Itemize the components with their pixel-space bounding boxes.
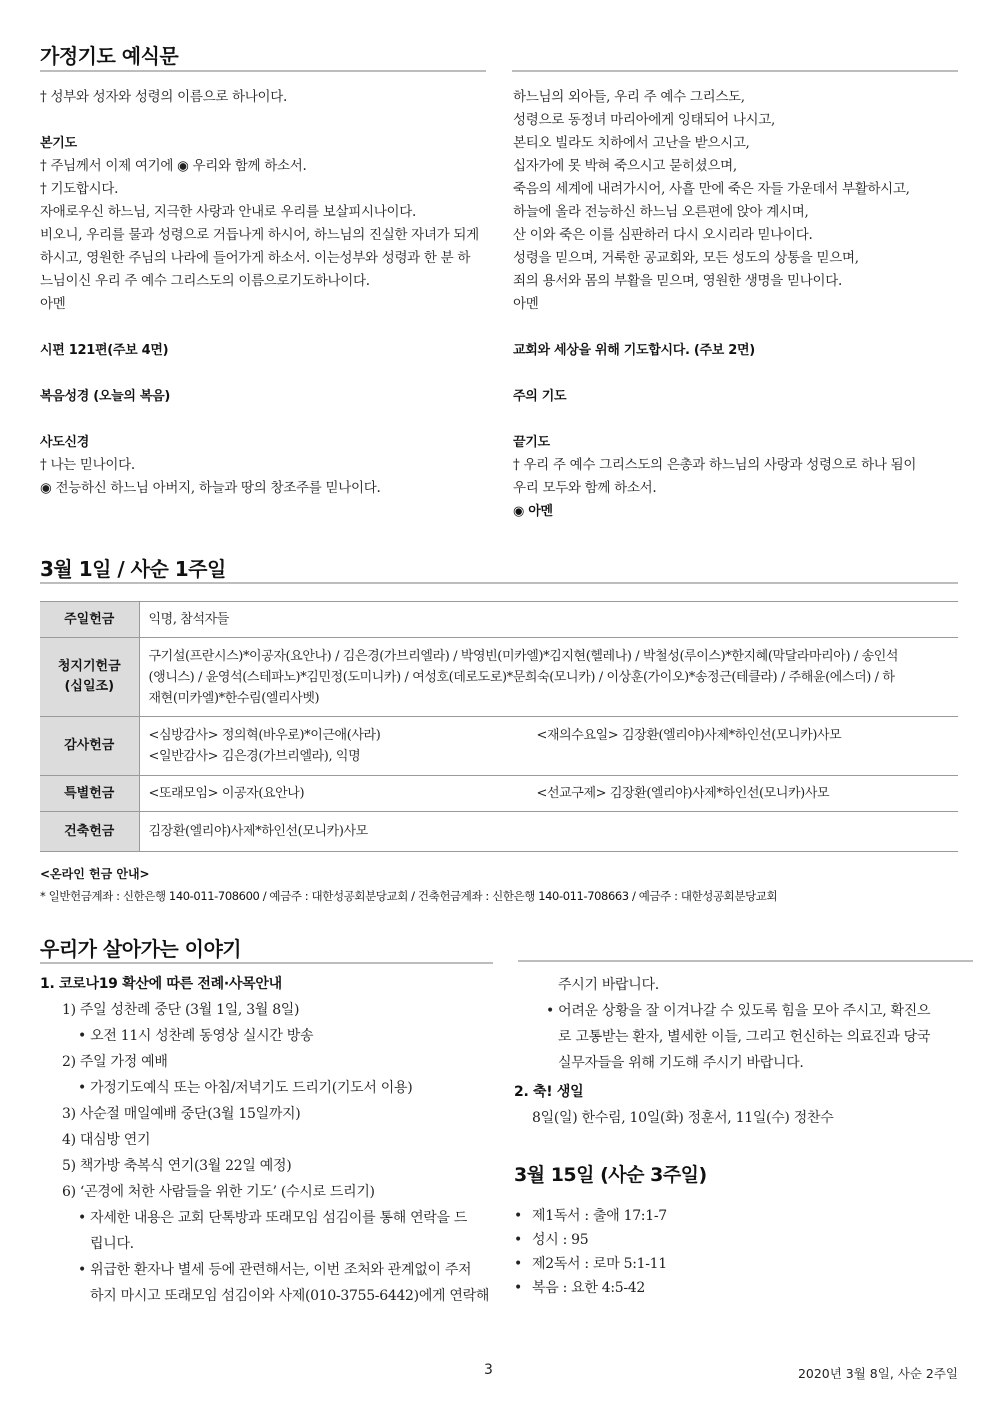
offering-row-thanks (40, 717, 958, 776)
offering-value (139, 717, 958, 776)
story-line: • 위급한 환자나 별세 등에 관련해서는, 이번 조처와 관계없이 주저 (78, 1262, 472, 1278)
offering-rule (40, 582, 958, 584)
prayer-line: 아멘 (513, 296, 539, 312)
bullet-icon: • (514, 1280, 522, 1296)
offering-label: 감사헌금 (40, 717, 139, 776)
online-offering-text: * 일반헌금계좌 : 신한은행 140-011-708600 / 예금주 : 대한성공회분당교회 / 건축헌금계좌 : 신한은행 140-011-708663 / 예금주 : 대한성공회분당교회 (40, 889, 778, 903)
offering-two-col (149, 746, 950, 767)
prayer-line: 하늘에 올라 전능하신 하느님 오른편에 앉아 계시며, (513, 204, 809, 220)
offering-two-col (149, 725, 950, 746)
section-heading: 사도신경 (40, 435, 90, 450)
reading-text: 제1독서 : 출애 17:1-7 (532, 1208, 667, 1224)
section-heading: 교회와 세상을 위해 기도합시다. (주보 2면) (513, 343, 755, 358)
story-line: 8일(일) 한수림, 10일(화) 정훈서, 11일(수) 정찬수 (532, 1110, 834, 1126)
story-line: • 자세한 내용은 교회 단톡방과 또래모임 섬김이를 통해 연락을 드 (78, 1210, 468, 1226)
prayer-line: 자애로우신 하느님, 지극한 사랑과 안내로 우리를 보살피시나이다. (40, 204, 416, 220)
offering-line: 재현(미카엘)*한수림(엘리사벳) (148, 690, 320, 706)
section-heading: 본기도 (40, 136, 77, 151)
family-prayer-rule-left (40, 70, 486, 72)
offering-value (139, 602, 958, 638)
prayer-line: 하시고, 영원한 주님의 나라에 들어가게 하소서. 이는성부와 성령과 한 분 하 (40, 250, 471, 266)
section-heading: ◉ 아멘 (513, 504, 553, 519)
reading-item (514, 1204, 667, 1228)
offering-line: <재의수요일> 김장환(엘리야)사제*하인선(모니카)사모 (536, 728, 842, 743)
offering-label: 특별헌금 (40, 776, 139, 812)
offering-label: 주일헌금 (40, 602, 139, 638)
story-line: 5) 책가방 축복식 연기(3월 22일 예정) (62, 1158, 292, 1174)
spacer (40, 316, 479, 339)
offering-row-special (40, 776, 958, 812)
prayer-line: 느님이신 우리 주 예수 그리스도의 이름으로기도하나이다. (40, 273, 370, 289)
story-line: • 어려운 상황을 잘 이겨나갈 수 있도록 힘을 모아 주시고, 확진으 (546, 1003, 931, 1019)
story-line: 2) 주일 가정 예배 (62, 1054, 168, 1070)
prayer-line: † 주님께서 이제 여기에 ◉ 우리와 함께 하소서. (40, 158, 307, 174)
offering-line: (앵니스) / 윤영석(스테파노)*김민정(도미니카) / 여성호(데로도로)*문희숙(모니카) / 이상훈(가이오)*송정근(테클라) / 주해윤(에스더) / 하 (148, 669, 895, 685)
stories-left-column (40, 972, 489, 1309)
family-prayer-right-column (513, 86, 916, 523)
prayer-line: 죄의 용서와 몸의 부활을 믿으며, 영원한 생명을 믿나이다. (513, 273, 842, 289)
stories-right-column (514, 972, 930, 1131)
spacer (40, 362, 479, 385)
offering-line: <일반감사> 김은경(가브리엘라), 익명 (148, 749, 361, 764)
prayer-line: 본티오 빌라도 치하에서 고난을 받으시고, (513, 135, 750, 151)
stories-title: 우리가 살아가는 이야기 (40, 937, 242, 961)
bullet-icon: • (514, 1256, 522, 1272)
story-line: 실무자들을 위해 기도해 주시기 바랍니다. (558, 1055, 804, 1071)
prayer-line: ◉ 전능하신 하느님 아버지, 하늘과 땅의 창조주를 믿나이다. (40, 480, 381, 496)
prayer-line: 우리 모두와 함께 하소서. (513, 480, 657, 496)
story-heading: 1. 코로나19 확산에 따른 전례·사목안내 (40, 976, 282, 992)
spacer (513, 408, 916, 431)
prayer-line: 성령을 믿으며, 거룩한 공교회와, 모든 성도의 상통을 믿으며, (513, 250, 859, 266)
stories-rule-left (40, 962, 493, 964)
story-line: 3) 사순절 매일예배 중단(3월 15일까지) (62, 1106, 301, 1122)
page-number: 3 (484, 1362, 493, 1378)
prayer-line: † 기도합시다. (40, 181, 119, 197)
offering-line: 구기설(프란시스)*이공자(요안나) / 김은경(가브리엘라) / 박영빈(미카엘)*김지현(헬레나) / 박철성(루이스)*한지혜(막달라마리아) / 송인석 (148, 648, 899, 664)
offering-value (139, 638, 958, 717)
section-heading: 주의 기도 (513, 389, 567, 404)
spacer (40, 408, 479, 431)
story-line: 1) 주일 성찬례 중단 (3월 1일, 3월 8일) (62, 1002, 300, 1018)
prayer-line: 성령으로 동정녀 마리아에게 잉태되어 나시고, (513, 112, 776, 128)
story-line: • 가정기도예식 또는 아침/저녁기도 드리기(기도서 이용) (78, 1080, 413, 1096)
spacer (40, 109, 479, 132)
reading-item (514, 1252, 667, 1276)
offering-line: 김장환(엘리야)사제*하인선(모니카)사모 (148, 824, 368, 839)
reading-text: 제2독서 : 로마 5:1-11 (532, 1256, 667, 1272)
stories-rule-right (518, 960, 973, 962)
offering-title: 3월 1일 / 사순 1주일 (40, 557, 226, 581)
online-offering-title: <온라인 헌금 안내> (40, 867, 150, 881)
prayer-line: 하느님의 외아들, 우리 주 예수 그리스도, (513, 89, 745, 105)
prayer-line: † 나는 믿나이다. (40, 457, 135, 473)
offering-table (40, 601, 958, 852)
section-heading: 복음성경 (오늘의 복음) (40, 389, 171, 404)
prayer-line: † 우리 주 예수 그리스도의 은총과 하느님의 사랑과 성령으로 하나 됨이 (513, 457, 917, 473)
family-prayer-left-column (40, 86, 479, 500)
family-prayer-rule-right (512, 70, 958, 72)
offering-row-tithe (40, 638, 958, 717)
family-prayer-title: 가정기도 예식문 (40, 44, 179, 68)
next-sunday-title: 3월 15일 (사순 3주일) (514, 1164, 707, 1186)
bullet-icon: • (514, 1232, 522, 1248)
offering-label: 청지기헌금 (십일조) (40, 638, 139, 717)
offering-row-building (40, 812, 958, 852)
section-heading: 시편 121편(주보 4면) (40, 343, 169, 358)
prayer-line: † 성부와 성자와 성령의 이름으로 하나이다. (40, 89, 287, 105)
prayer-line: 죽음의 세계에 내려가시어, 사흘 만에 죽은 자들 가운데서 부활하시고, (513, 181, 910, 197)
prayer-line: 십자가에 못 박혀 죽으시고 묻히셨으며, (513, 158, 737, 174)
offering-two-col (149, 783, 950, 804)
story-line: 주시기 바랍니다. (558, 977, 659, 993)
offering-label: 건축헌금 (40, 812, 139, 852)
offering-line: <심방감사> 정의혁(바우로)*이근애(사라) (148, 728, 381, 743)
offering-line: 익명, 참석자들 (148, 612, 229, 627)
section-heading: 끝기도 (513, 435, 550, 450)
story-heading: 2. 축! 생일 (514, 1084, 584, 1100)
offering-value (139, 812, 958, 852)
spacer (513, 362, 916, 385)
story-line: • 오전 11시 성찬례 동영상 실시간 방송 (78, 1028, 314, 1044)
readings-list (514, 1204, 667, 1300)
footer-date: 2020년 3월 8일, 사순 2주일 (797, 1366, 958, 1381)
story-line: 로 고통받는 환자, 별세한 이들, 그리고 헌신하는 의료진과 당국 (558, 1029, 931, 1045)
offering-row-sunday (40, 602, 958, 638)
reading-item (514, 1276, 667, 1300)
offering-line: <또래모임> 이공자(요안나) (148, 786, 305, 801)
reading-item (514, 1228, 667, 1252)
prayer-line: 산 이와 죽은 이를 심판하러 다시 오시리라 믿나이다. (513, 227, 813, 243)
reading-text: 성시 : 95 (532, 1232, 589, 1248)
story-line: 립니다. (90, 1236, 134, 1252)
prayer-line: 아멘 (40, 296, 66, 312)
reading-text: 복음 : 요한 4:5-42 (532, 1280, 646, 1296)
bullet-icon: • (514, 1208, 522, 1224)
story-line: 4) 대심방 연기 (62, 1132, 151, 1148)
prayer-line: 비오니, 우리를 물과 성령으로 거듭나게 하시어, 하느님의 진실한 자녀가 되게 (40, 227, 479, 243)
story-line: 6) ‘곤경에 처한 사람들을 위한 기도’ (수시로 드리기) (62, 1184, 375, 1200)
offering-value (139, 776, 958, 812)
offering-line: <선교구제> 김장환(엘리야)사제*하인선(모니카)사모 (536, 786, 830, 801)
spacer (513, 316, 916, 339)
story-line: 하지 마시고 또래모임 섬김이와 사제(010-3755-6442)에게 연락해 (90, 1288, 490, 1304)
